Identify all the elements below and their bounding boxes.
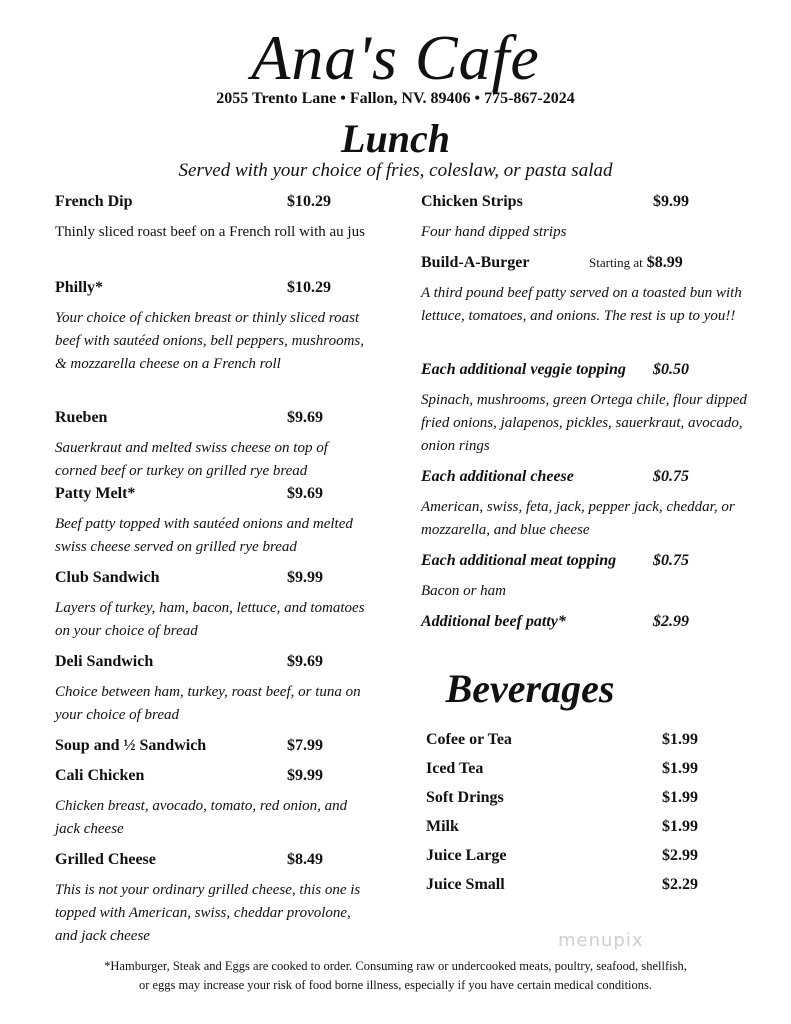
- item-name: Rueben: [55, 409, 108, 426]
- beverage-row: [426, 874, 698, 903]
- item-price: $9.69: [287, 653, 323, 670]
- item-description: This is not your ordinary grilled cheese, this one is topped with American, swiss, cheddar provolone, and jack cheese: [55, 882, 361, 944]
- item-description: Beef patty topped with sautéed onions and melted swiss cheese served on grilled rye bread: [55, 516, 353, 555]
- item-description: Choice between ham, turkey, roast beef, or tuna on your choice of bread: [55, 684, 361, 723]
- lunch-right-column: [421, 191, 751, 641]
- menu-item-rueben: [55, 407, 373, 483]
- menu-item-club-sandwich: [55, 567, 373, 651]
- item-name: Club Sandwich: [55, 569, 160, 586]
- item-price: $0.50: [653, 361, 689, 378]
- menu-item-soup-and-half-sandwich: [55, 735, 373, 765]
- item-name: Each additional cheese: [421, 468, 574, 485]
- item-description: Sauerkraut and melted swiss cheese on top of corned beef or turkey on grilled rye bread: [55, 440, 328, 479]
- beverage-name: Iced Tea: [426, 760, 484, 777]
- menu-item-patty-melt: [55, 483, 373, 567]
- item-name: Build-A-Burger: [421, 254, 530, 271]
- item-price: $9.99: [287, 767, 323, 784]
- menu-item-additional-beef-patty: [421, 611, 751, 641]
- item-description: Chicken breast, avocado, tomato, red onion, and jack cheese: [55, 798, 348, 837]
- beverage-price: $2.29: [662, 876, 698, 893]
- lunch-subtitle: Served with your choice of fries, coleslaw, or pasta salad: [178, 160, 613, 181]
- item-description: A third pound beef patty served on a toasted bun with lettuce, tomatoes, and onions. The rest is up to you!!: [421, 285, 742, 324]
- beverage-row: [426, 729, 698, 758]
- item-name: Grilled Cheese: [55, 851, 156, 868]
- beverages-heading: Beverages: [445, 666, 615, 711]
- beverage-row: [426, 758, 698, 787]
- menu-item-build-a-burger: [421, 252, 751, 359]
- menu-item-chicken-strips: [421, 191, 751, 252]
- item-description: Bacon or ham: [421, 583, 506, 599]
- food-safety-footnote: [0, 957, 791, 995]
- cafe-title: Ana's Cafe: [251, 22, 540, 93]
- item-price: $9.69: [287, 485, 323, 502]
- menu-item-veggie-topping: [421, 359, 751, 466]
- item-price: $8.99: [646, 254, 683, 271]
- beverage-name: Soft Drings: [426, 789, 504, 806]
- menu-item-additional-cheese: [421, 466, 751, 550]
- item-description: Spinach, mushrooms, green Ortega chile, flour dipped fried onions, jalapenos, pickles, sauerkraut, avocado, onion rings: [421, 392, 747, 454]
- item-price: $0.75: [653, 552, 689, 569]
- item-name: Each additional meat topping: [421, 552, 617, 569]
- cafe-address: 2055 Trento Lane • Fallon, NV. 89406 • 775-867-2024: [216, 90, 575, 107]
- lunch-heading: Lunch: [341, 116, 450, 161]
- item-name: Each additional veggie topping: [421, 361, 626, 378]
- item-name: French Dip: [55, 193, 133, 210]
- beverage-price: $1.99: [662, 818, 698, 835]
- item-price: $8.49: [287, 851, 323, 868]
- menu-item-french-dip: [55, 191, 373, 277]
- menu-item-philly: [55, 277, 373, 407]
- beverage-row: [426, 816, 698, 845]
- item-price: $0.75: [653, 468, 689, 485]
- item-price: $10.29: [287, 279, 331, 296]
- item-name: Philly*: [55, 279, 104, 296]
- lunch-left-column: [55, 191, 373, 949]
- item-price: $2.99: [653, 613, 689, 630]
- item-description: Your choice of chicken breast or thinly sliced roast beef with sautéed onions, bell peppers, mushrooms, & mozzarella cheese on a French roll: [55, 310, 365, 372]
- item-name: Chicken Strips: [421, 193, 523, 210]
- menu-item-grilled-cheese: [55, 849, 373, 949]
- item-description: Thinly sliced roast beef on a French roll with au jus: [55, 224, 365, 240]
- item-description: American, swiss, feta, jack, pepper jack, cheddar, or mozzarella, and blue cheese: [421, 499, 735, 538]
- item-name: Soup and ½ Sandwich: [55, 737, 207, 754]
- item-name: Additional beef patty*: [421, 613, 566, 630]
- menupix-watermark: menupix: [558, 930, 644, 951]
- item-price: $9.99: [287, 569, 323, 586]
- beverages-list: [426, 729, 698, 903]
- footnote-line-1: *Hamburger, Steak and Eggs are cooked to order. Consuming raw or undercooked meats, poultry, seafood, shellfish,: [104, 959, 687, 973]
- starting-at-label: Starting at: [589, 255, 643, 270]
- menu-item-meat-topping: [421, 550, 751, 611]
- menu-item-cali-chicken: [55, 765, 373, 849]
- item-name: Deli Sandwich: [55, 653, 154, 670]
- beverage-price: $1.99: [662, 789, 698, 806]
- beverage-price: $1.99: [662, 731, 698, 748]
- beverage-name: Cofee or Tea: [426, 731, 512, 748]
- item-name: Patty Melt*: [55, 485, 136, 502]
- item-name: Cali Chicken: [55, 767, 145, 784]
- item-price: $9.99: [653, 193, 689, 210]
- item-description: Layers of turkey, ham, bacon, lettuce, and tomatoes on your choice of bread: [55, 600, 365, 639]
- beverage-name: Juice Small: [426, 876, 505, 893]
- footnote-line-2: or eggs may increase your risk of food borne illness, especially if you have certain medical conditions.: [138, 978, 653, 992]
- beverage-name: Juice Large: [426, 847, 507, 864]
- beverage-price: $2.99: [662, 847, 698, 864]
- beverage-row: [426, 845, 698, 874]
- item-price-group: [589, 252, 683, 274]
- item-description: Four hand dipped strips: [421, 224, 567, 240]
- beverage-name: Milk: [426, 818, 459, 835]
- beverage-row: [426, 787, 698, 816]
- item-price: $7.99: [287, 737, 323, 754]
- item-price: $9.69: [287, 409, 323, 426]
- item-price: $10.29: [287, 193, 331, 210]
- beverage-price: $1.99: [662, 760, 698, 777]
